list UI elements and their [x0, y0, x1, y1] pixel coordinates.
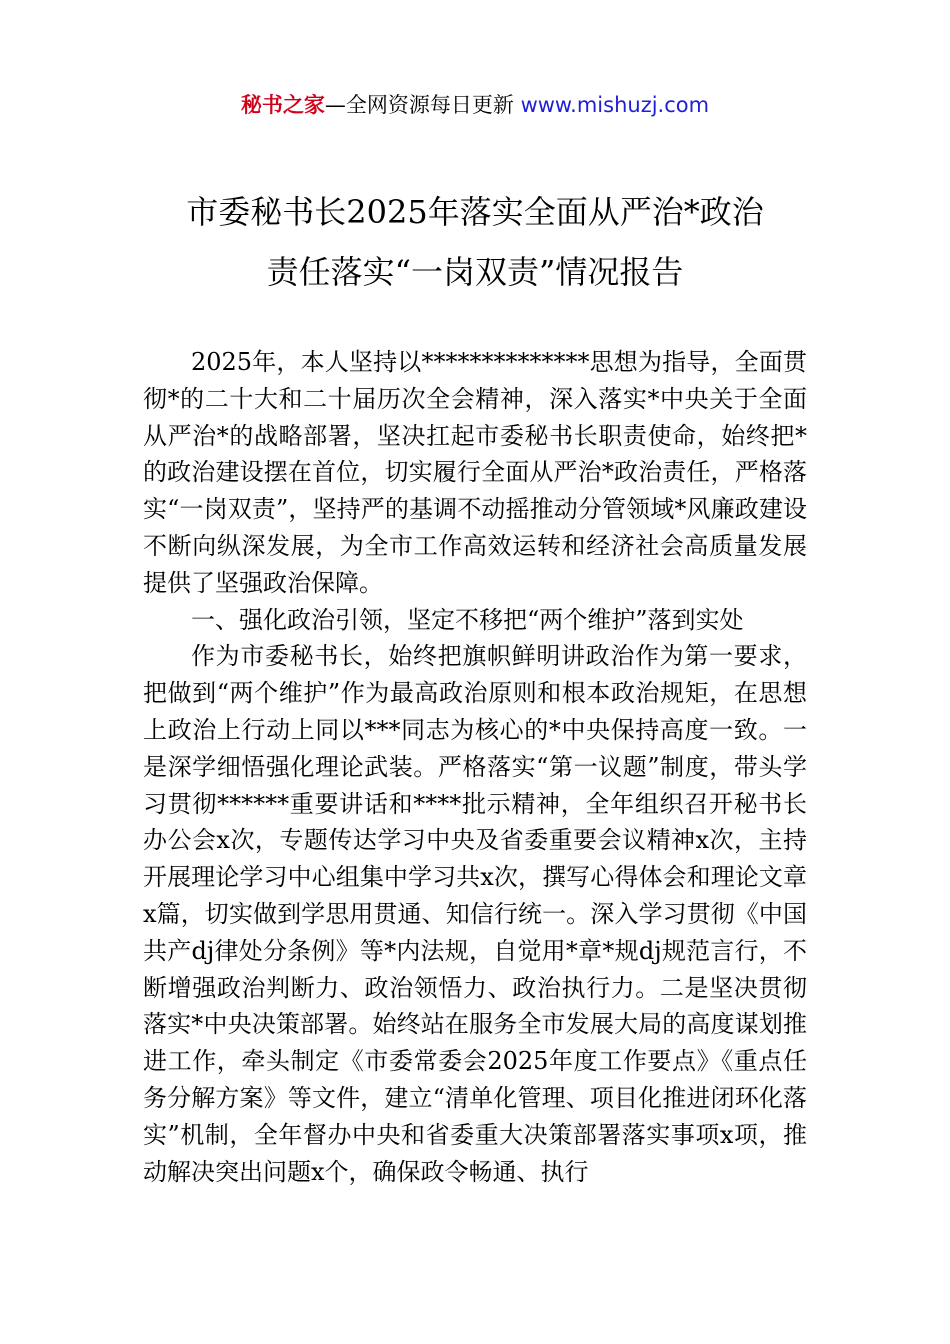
document-body [143, 344, 807, 1190]
site-header [0, 88, 950, 122]
site-brand: 秘书之家 [240, 93, 325, 117]
body-paragraph-intro: 2025年，本人坚持以**************思想为指导，全面贯彻*的二十大和二十届历次全会精神，深入落实*中央关于全面从严治*的战略部署，坚决扛起市委秘书长职责使命，始终把*的政治建设摆在首位，切实履行全面从严治*政治责任，严格落实“一岗双责”，坚持严的基调不动摇推动分管领域*风廉政建设不断向纵深发展，为全市工作高效运转和经济社会高质量发展提供了坚强政治保障。 [143, 348, 807, 597]
body-paragraph-section-1: 作为市委秘书长，始终把旗帜鲜明讲政治作为第一要求，把做到“两个维护”作为最高政治原则和根本政治规矩，在思想上政治上行动上同以***同志为核心的*中央保持高度一致。一是深学细悟强化理论武装。严格落实“第一议题”制度，带头学习贯彻******重要讲话和****批示精神，全年组织召开秘书长办公会x次，专题传达学习中央及省委重要会议精神x次，主持开展理论学习中心组集中学习共x次，撰写心得体会和理论文章x篇，切实做到学思用贯通、知信行统一。深入学习贯彻《中国共产dj律处分条例》等*内法规，自觉用*章*规dj规范言行，不断增强政治判断力、政治领悟力、政治执行力。二是坚决贯彻落实*中央决策部署。始终站在服务全市发展大局的高度谋划推进工作，牵头制定《市委常委会2025年度工作要点》《重点任务分解方案》等文件，建立“清单化管理、项目化推进闭环化落实”机制，全年督办中央和省委重大决策部署落实事项x项，推动解决突出问题x个，确保政令畅通、执行 [143, 642, 807, 1186]
site-tagline: —全网资源每日更新 [324, 93, 521, 117]
document-title-line-1: 市委秘书长2025年落实全面从严治*政治 [186, 193, 764, 231]
document-title [110, 182, 840, 302]
document-title-line-2: 责任落实“一岗双责”情况报告 [266, 253, 684, 291]
site-url-link[interactable]: www.mishuzj.com [520, 93, 710, 117]
section-heading-1: 一、强化政治引领，坚定不移把“两个维护”落到实处 [191, 605, 744, 634]
